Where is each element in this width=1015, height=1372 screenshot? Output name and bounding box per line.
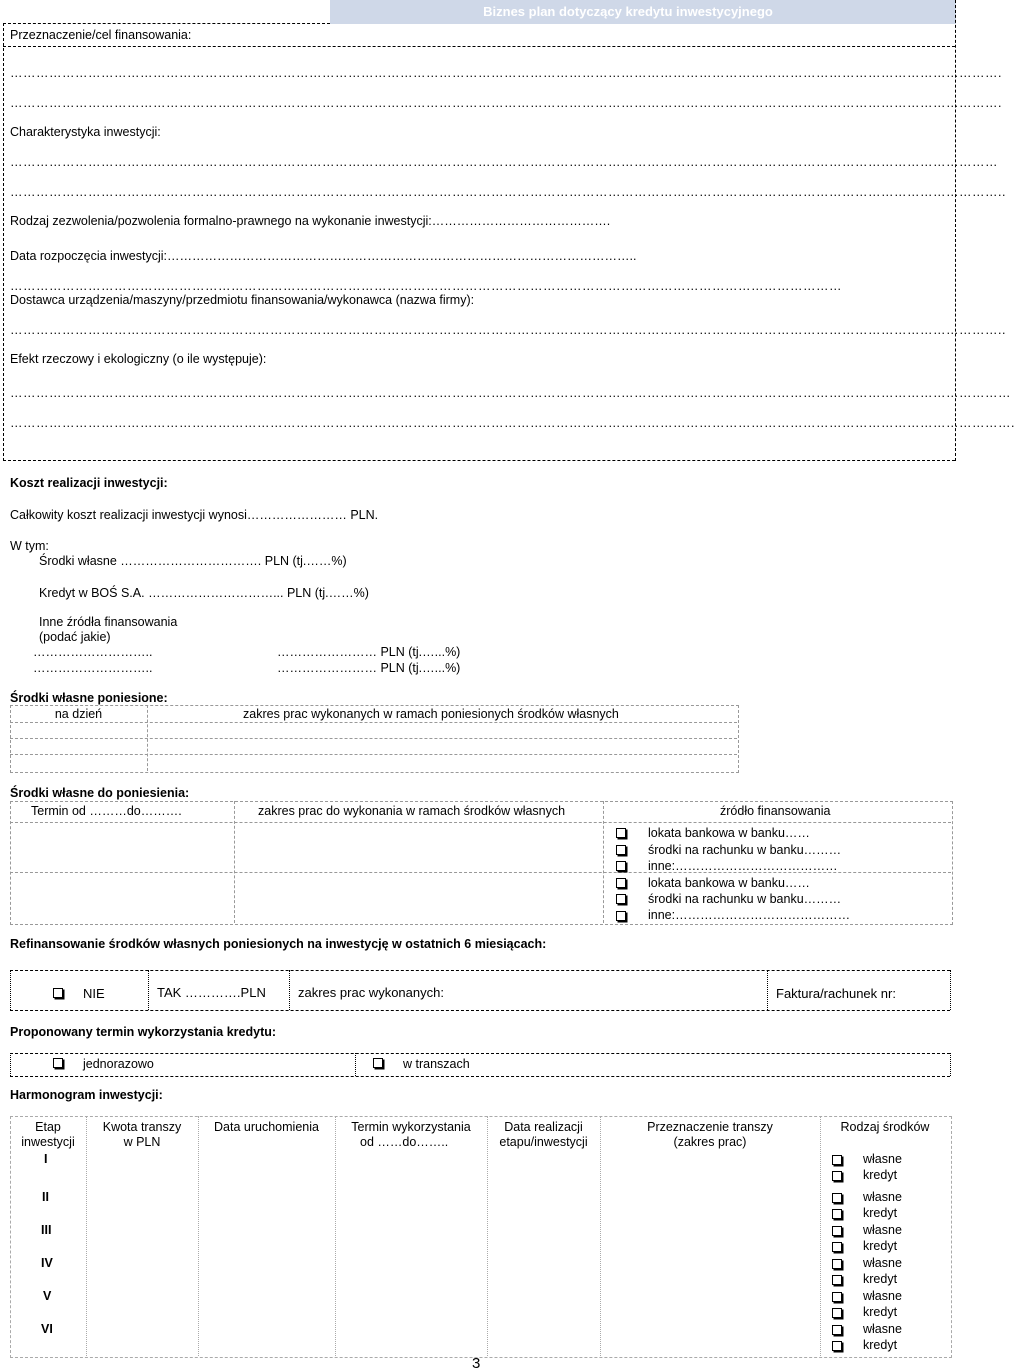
podac-jakie-label: (podać jakie) bbox=[39, 630, 111, 644]
stage4-wlasne-checkbox[interactable] bbox=[832, 1259, 842, 1269]
stage-label-3: III bbox=[41, 1223, 52, 1237]
faktura-field[interactable]: Faktura/rachunek nr: bbox=[776, 986, 896, 1001]
harm-col-2 bbox=[198, 1116, 199, 1356]
poniesione-row-line-3 bbox=[10, 754, 737, 755]
harm-head-kwota-1: Kwota transzy bbox=[102, 1120, 182, 1134]
stage5-wlasne-label: własne bbox=[863, 1289, 902, 1303]
ref-sep-1 bbox=[148, 970, 149, 1010]
inne-zrodla-label: Inne źródła finansowania bbox=[39, 615, 178, 629]
stage5-kredyt-label: kredyt bbox=[863, 1305, 898, 1319]
section1-bottom-border bbox=[3, 460, 955, 461]
przeznaczenie-label: Przeznaczenie/cel finansowania: bbox=[10, 28, 192, 42]
harm-col-5 bbox=[600, 1116, 601, 1356]
srodki-rachunek-label-2: środki na rachunku w banku……… bbox=[648, 892, 842, 906]
harm-head-kwota-2: w PLN bbox=[123, 1135, 161, 1149]
termin-box-top bbox=[10, 1053, 950, 1054]
do-poniesienia-col-zrodlo: źródło finansowania bbox=[720, 804, 831, 818]
harm-col-3 bbox=[335, 1116, 336, 1356]
nie-label: NIE bbox=[83, 986, 105, 1001]
ref-box-bottom bbox=[10, 1010, 950, 1011]
refinansowanie-title: Refinansowanie środków własnych poniesionych na inwestycję w ostatnich 6 miesiącach: bbox=[10, 937, 547, 951]
dostawca-label: Dostawca urządzenia/maszyny/przedmiotu finansowania/wykonawca (nazwa firmy): bbox=[10, 293, 475, 307]
inne-label-1: inne:………………………………… bbox=[648, 859, 838, 873]
harm-head-realizacja-1: Data realizacji bbox=[504, 1120, 583, 1134]
stage5-kredyt-checkbox[interactable] bbox=[832, 1308, 842, 1318]
inne-zrodlo-2-name[interactable]: ……………………….. bbox=[33, 661, 153, 675]
lokata-checkbox-1[interactable] bbox=[616, 828, 626, 838]
stage1-kredyt-label: kredyt bbox=[863, 1168, 898, 1182]
przeznaczenie-line-1[interactable]: …………………………………………………………………………………………………………………………………………………………………………………………………………. bbox=[10, 66, 1002, 80]
efekt-label: Efekt rzeczowy i ekologiczny (o ile występuje): bbox=[10, 352, 267, 366]
stage6-wlasne-label: własne bbox=[863, 1322, 902, 1336]
w-tym-label: W tym: bbox=[10, 539, 49, 553]
data-rozpoczecia-line-2[interactable]: ………………………………………………………………………………………………………………………………………………………………………… bbox=[10, 279, 842, 293]
harm-col-1 bbox=[86, 1116, 87, 1356]
inne-zrodlo-2-amount[interactable]: …………………… PLN (tj.…...%) bbox=[277, 661, 461, 675]
termin-box-bottom bbox=[10, 1076, 950, 1077]
ref-sep-3 bbox=[767, 970, 768, 1010]
section1-top-border bbox=[3, 23, 330, 24]
poniesione-row-line-2 bbox=[10, 738, 737, 739]
inne-zrodlo-1-name[interactable]: ……………………….. bbox=[33, 645, 153, 659]
harmonogram-title: Harmonogram inwestycji: bbox=[10, 1088, 163, 1102]
jednorazowo-label: jednorazowo bbox=[83, 1057, 154, 1071]
stage-label-4: IV bbox=[41, 1256, 53, 1270]
poniesione-col-line bbox=[147, 705, 148, 771]
page-number: 3 bbox=[472, 1355, 481, 1372]
do-poniesienia-col-zakres: zakres prac do wykonania w ramach środków własnych bbox=[258, 804, 566, 818]
lokata-label-2: lokata bankowa w banku…… bbox=[648, 876, 810, 890]
harm-head-termin-2: od ……do…….. bbox=[360, 1135, 449, 1149]
charakterystyka-label: Charakterystyka inwestycji: bbox=[10, 125, 161, 139]
termin-box-left bbox=[10, 1053, 11, 1076]
lokata-checkbox-2[interactable] bbox=[616, 878, 626, 888]
do-poniesienia-title: Środki własne do poniesienia: bbox=[10, 786, 190, 800]
inne-checkbox-1[interactable] bbox=[616, 861, 626, 871]
srodki-wlasne-field[interactable]: Środki własne ……………………………. PLN (tj.……%) bbox=[39, 554, 347, 568]
ref-box-right bbox=[950, 970, 951, 1010]
srodki-rachunek-checkbox-2[interactable] bbox=[616, 894, 626, 904]
charakterystyka-line-1[interactable]: ………………………………………………………………………………………………………………………………………………………………………………………………………… bbox=[10, 155, 998, 169]
inne-label-2: inne:…………………………………… bbox=[648, 908, 851, 922]
harm-head-rodzaj: Rodzaj środków bbox=[840, 1120, 930, 1134]
dostawca-line[interactable]: ………………………………………………………………………………………………………………………………………………………………………………………………………….. bbox=[10, 323, 1006, 337]
inne-zrodlo-1-amount[interactable]: …………………… PLN (tj.…...%) bbox=[277, 645, 461, 659]
stage5-wlasne-checkbox[interactable] bbox=[832, 1292, 842, 1302]
do-poniesienia-header-line bbox=[10, 822, 951, 823]
stage6-wlasne-checkbox[interactable] bbox=[832, 1325, 842, 1335]
termin-kredytu-title: Proponowany termin wykorzystania kredytu: bbox=[10, 1025, 277, 1039]
data-rozpoczecia-field[interactable]: Data rozpoczęcia inwestycji:………………………………………………………………………………………………….. bbox=[10, 249, 637, 263]
transzach-label: w transzach bbox=[403, 1057, 470, 1071]
efekt-line-2[interactable]: ……………………………………………………………………………………………………………………………………………………………………………………………………………. bbox=[10, 416, 1015, 430]
do-poniesienia-col-line-2 bbox=[603, 801, 604, 923]
stage2-wlasne-label: własne bbox=[863, 1190, 902, 1204]
harm-head-etap-2: inwestycji bbox=[21, 1135, 75, 1149]
document-title: Biznes plan dotyczący kredytu inwestycyjnego bbox=[483, 4, 773, 19]
stage2-kredyt-label: kredyt bbox=[863, 1206, 898, 1220]
harmonogram-table bbox=[10, 1116, 952, 1358]
stage2-wlasne-checkbox[interactable] bbox=[832, 1193, 842, 1203]
poniesione-row-line-1 bbox=[10, 722, 737, 723]
harm-head-termin-1: Termin wykorzystania bbox=[351, 1120, 471, 1134]
harm-head-etap-1: Etap bbox=[35, 1120, 61, 1134]
stage-label-6: VI bbox=[41, 1322, 53, 1336]
stage1-wlasne-checkbox[interactable] bbox=[832, 1155, 842, 1165]
harm-head-przeznaczenie-2: (zakres prac) bbox=[673, 1135, 747, 1149]
ref-box-top bbox=[10, 970, 950, 971]
jednorazowo-checkbox[interactable] bbox=[53, 1058, 63, 1068]
stage6-kredyt-checkbox[interactable] bbox=[832, 1341, 842, 1351]
harm-col-6 bbox=[820, 1116, 821, 1356]
transzach-checkbox[interactable] bbox=[373, 1058, 383, 1068]
poniesione-col-zakres: zakres prac wykonanych w ramach poniesionych środków własnych bbox=[243, 707, 619, 721]
poniesione-title: Środki własne poniesione: bbox=[10, 691, 168, 705]
zakres-prac-field[interactable]: zakres prac wykonanych: bbox=[298, 985, 444, 1000]
inne-checkbox-2[interactable] bbox=[616, 911, 626, 921]
stage1-kredyt-checkbox[interactable] bbox=[832, 1171, 842, 1181]
stage-label-1: I bbox=[44, 1152, 48, 1166]
zezwolenia-field[interactable]: Rodzaj zezwolenia/pozwolenia formalno-prawnego na wykonanie inwestycji:……………………………………. bbox=[10, 214, 611, 228]
stage-label-5: V bbox=[43, 1289, 52, 1303]
ref-sep-2 bbox=[289, 970, 290, 1010]
kredyt-field[interactable]: Kredyt w BOŚ S.A. …………………………... PLN (tj.……%) bbox=[39, 586, 369, 600]
stage3-wlasne-checkbox[interactable] bbox=[832, 1226, 842, 1236]
przeznaczenie-line-2[interactable]: …………………………………………………………………………………………………………………………………………………………………………………………………………. bbox=[10, 96, 1002, 110]
do-poniesienia-col-line-1 bbox=[234, 801, 235, 923]
do-poniesienia-col-termin: Termin od ………do………. bbox=[31, 804, 182, 818]
termin-sep bbox=[355, 1053, 356, 1076]
calkowity-koszt-field[interactable]: Całkowity koszt realizacji inwestycji wynosi…………………… PLN. bbox=[10, 508, 379, 522]
efekt-line-1[interactable]: …………………………………………………………………………………………………………………………………………………………………………………………………………… bbox=[10, 386, 1011, 400]
harm-col-4 bbox=[487, 1116, 488, 1356]
stage4-kredyt-checkbox[interactable] bbox=[832, 1275, 842, 1285]
termin-box-right bbox=[950, 1053, 951, 1076]
stage-label-2: II bbox=[42, 1190, 49, 1204]
harm-head-data-uruchomienia: Data uruchomienia bbox=[214, 1120, 319, 1134]
stage1-wlasne-label: własne bbox=[863, 1152, 902, 1166]
lokata-label-1: lokata bankowa w banku…… bbox=[648, 826, 810, 840]
ref-box-left bbox=[10, 970, 11, 1010]
stage3-kredyt-label: kredyt bbox=[863, 1239, 898, 1253]
srodki-rachunek-label-1: środki na rachunku w banku……… bbox=[648, 843, 842, 857]
charakterystyka-line-2[interactable]: ………………………………………………………………………………………………………………………………………………………………………………………………………….. bbox=[10, 185, 1006, 199]
harm-head-realizacja-2: etapu/inwestycji bbox=[499, 1135, 588, 1149]
stage6-kredyt-label: kredyt bbox=[863, 1338, 898, 1352]
section1-left-border bbox=[3, 23, 4, 461]
harm-head-przeznaczenie-1: Przeznaczenie transzy bbox=[647, 1120, 773, 1134]
poniesione-col-na-dzien: na dzień bbox=[54, 707, 103, 721]
tak-field[interactable]: TAK ………….PLN bbox=[157, 985, 266, 1000]
stage4-kredyt-label: kredyt bbox=[863, 1272, 898, 1286]
stage2-kredyt-checkbox[interactable] bbox=[832, 1209, 842, 1219]
section1-divider bbox=[3, 46, 955, 47]
nie-checkbox[interactable] bbox=[53, 988, 63, 998]
koszt-title: Koszt realizacji inwestycji: bbox=[10, 476, 168, 490]
stage4-wlasne-label: własne bbox=[863, 1256, 902, 1270]
stage3-wlasne-label: własne bbox=[863, 1223, 902, 1237]
srodki-rachunek-checkbox-1[interactable] bbox=[616, 845, 626, 855]
stage3-kredyt-checkbox[interactable] bbox=[832, 1242, 842, 1252]
